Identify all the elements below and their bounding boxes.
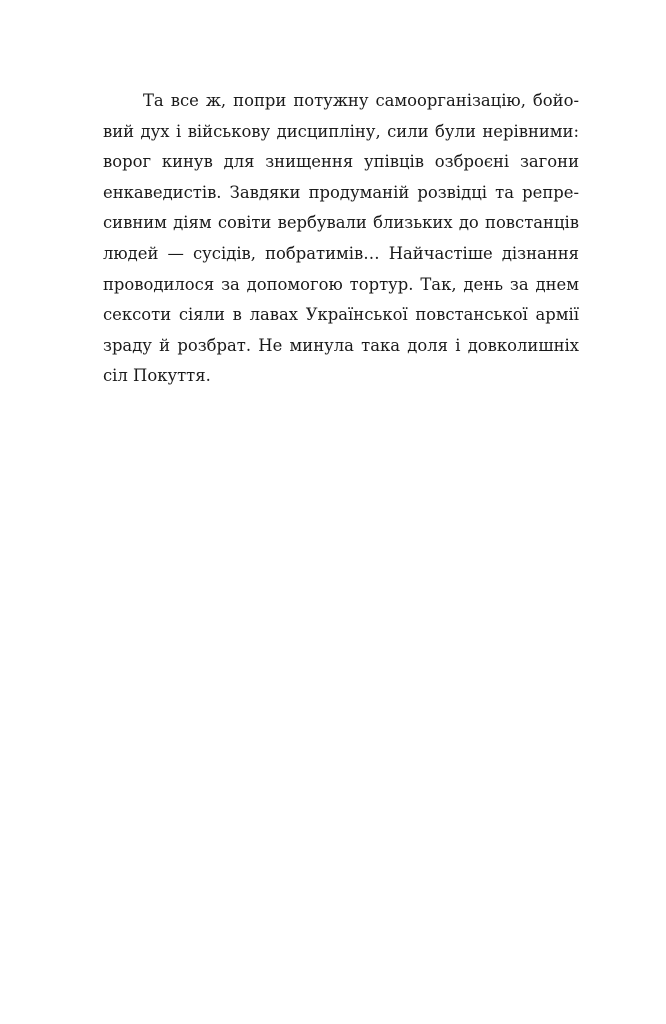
paragraph-line: сивним діям совіти вербували близьких до повстанців	[103, 213, 579, 233]
paragraph-line: зраду й розбрат. Не минула така доля і довколишніх	[103, 335, 579, 355]
body-paragraph	[103, 86, 579, 392]
paragraph-line: сексоти сіяли в лавах Української повстанської армії	[103, 305, 579, 325]
paragraph-line: ворог кинув для знищення упівців озброєні загони	[103, 152, 579, 172]
paragraph-line: вий дух і військову дисципліну, сили були нерівними:	[103, 121, 579, 141]
paragraph-line: Та все ж, попри потужну самоорганізацію, бойо-	[143, 91, 579, 110]
paragraph-line: людей — сусідів, побратимів… Найчастіше дізнання	[103, 243, 579, 263]
paragraph-line: сіл Покуття.	[103, 366, 211, 386]
paragraph-line: проводилося за допомогою тортур. Так, день за днем	[103, 274, 579, 294]
paragraph-line: енкаведистів. Завдяки продуманій розвідці та репре-	[103, 182, 579, 202]
